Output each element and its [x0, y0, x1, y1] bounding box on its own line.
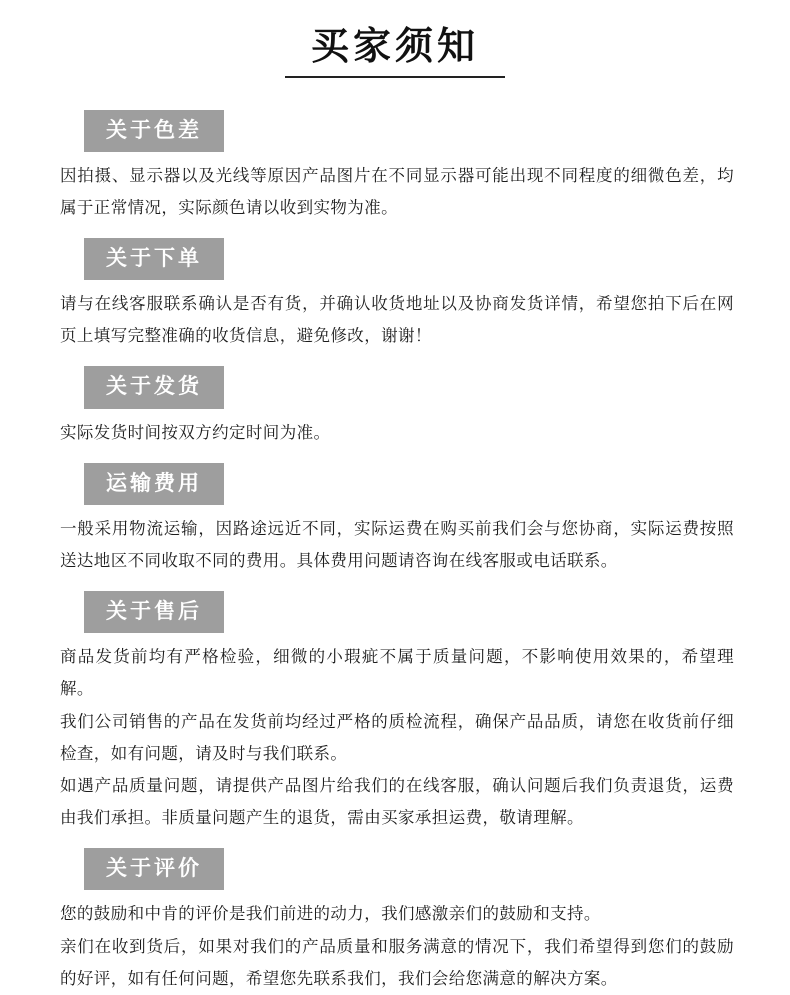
section-paragraph: 您的鼓励和中肯的评价是我们前进的动力，我们感激亲们的鼓励和支持。	[60, 904, 601, 924]
section-heading: 关于售后	[84, 591, 224, 633]
section-heading: 关于发货	[84, 366, 224, 408]
section-body	[48, 641, 742, 834]
section-body	[48, 898, 742, 995]
section-heading: 关于色差	[84, 110, 224, 152]
section-shipping	[48, 366, 742, 448]
section-heading: 运输费用	[84, 463, 224, 505]
section-paragraph: 请与在线客服联系确认是否有货，并确认收货地址以及协商发货详情，希望您拍下后在网页上填写完整准确的收货信息，避免修改，谢谢！	[60, 294, 734, 346]
section-freight-cost	[48, 463, 742, 577]
section-paragraph: 亲们在收到货后，如果对我们的产品质量和服务满意的情况下，我们希望得到您们的鼓励的好评，如有任何问题，希望您先联系我们，我们会给您满意的解决方案。	[60, 936, 734, 988]
section-review	[48, 848, 742, 995]
page-title: 买家须知	[285, 0, 505, 78]
section-body	[48, 417, 742, 449]
section-paragraph: 因拍摄、显示器以及光线等原因产品图片在不同显示器可能出现不同程度的细微色差，均属于正常情况，实际颜色请以收到实物为准。	[60, 165, 734, 217]
section-paragraph: 商品发货前均有严格检验，细微的小瑕疵不属于质量问题，不影响使用效果的，希望理解。	[60, 647, 734, 699]
section-heading: 关于下单	[84, 238, 224, 280]
section-paragraph: 如遇产品质量问题，请提供产品图片给我们的在线客服，确认问题后我们负责退货，运费由我们承担。非质量问题产生的退货，需由买家承担运费，敬请理解。	[60, 775, 734, 828]
section-ordering	[48, 238, 742, 352]
section-body	[48, 513, 742, 577]
section-heading: 关于评价	[84, 848, 224, 890]
section-body	[48, 288, 742, 352]
section-body	[48, 160, 742, 224]
notice-sections	[48, 110, 742, 995]
section-color-difference	[48, 110, 742, 224]
section-paragraph: 实际发货时间按双方约定时间为准。	[60, 422, 331, 442]
section-paragraph: 我们公司销售的产品在发货前均经过严格的质检流程，确保产品品质，请您在收货前仔细检查，如有问题，请及时与我们联系。	[60, 711, 734, 763]
section-after-sales	[48, 591, 742, 834]
section-paragraph: 一般采用物流运输，因路途远近不同，实际运费在购买前我们会与您协商，实际运费按照送达地区不同收取不同的费用。具体费用问题请咨询在线客服或电话联系。	[60, 518, 734, 570]
